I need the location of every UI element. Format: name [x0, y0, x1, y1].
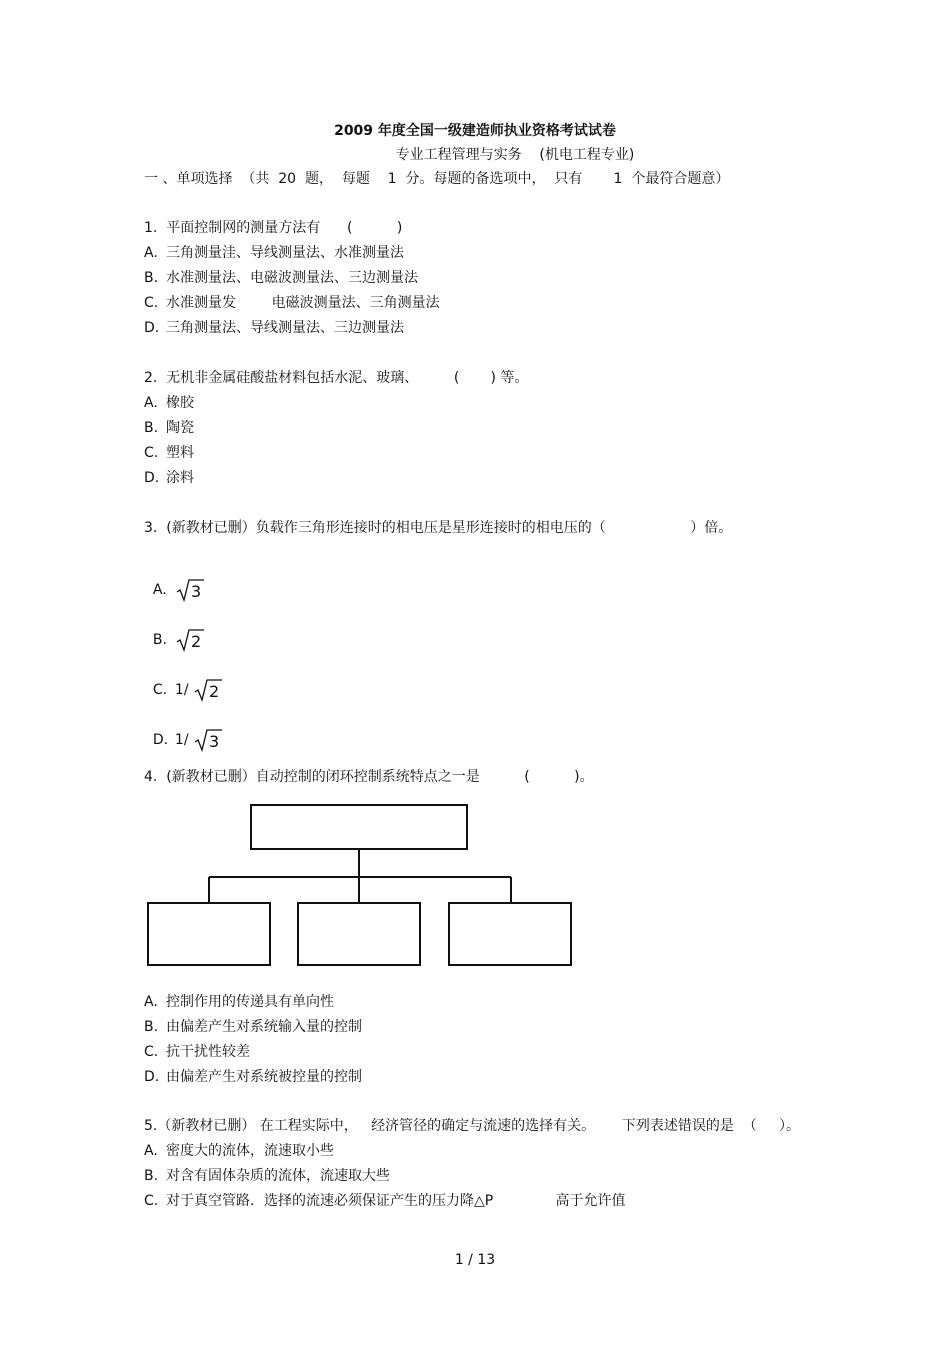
option-text: 陶瓷 [166, 420, 194, 436]
option [144, 267, 418, 289]
option-label: C. [152, 682, 168, 698]
option-label: C. [144, 1044, 159, 1060]
option-label: A. [144, 994, 158, 1010]
option-text: 对于真空管路．选择的流速必须保证产生的压力降△P 高于允许值 [166, 1193, 626, 1209]
option [144, 656, 223, 702]
option [144, 1016, 362, 1038]
option-label: B. [144, 1019, 159, 1035]
tree-diagram [145, 802, 577, 974]
option-text: 控制作用的传递具有单向性 [166, 994, 334, 1010]
sqrt-sign-icon [193, 728, 223, 752]
option-text: 涂料 [166, 470, 194, 486]
page-title: 2009 年度全国一级建造师执业资格考试试卷 [334, 123, 616, 139]
option [144, 556, 205, 602]
option-text: 三角测量法、导线测量法、三边测量法 [166, 320, 404, 336]
sqrt-expression [193, 678, 223, 702]
option [144, 1041, 250, 1063]
sqrt-expression [175, 628, 205, 652]
question-stem: 3. (新教材已删）负载作三角形连接时的相电压是星形连接时的相电压的（ ）倍。 [144, 520, 733, 536]
question-stem: 5.（新教材已删） 在工程实际中， 经济管径的确定与流速的选择有关。 下列表述错误的是 （ ）。 [144, 1118, 801, 1134]
option-label: A. [144, 1143, 158, 1159]
option-prefix: 1/ [174, 732, 189, 748]
section-heading: 一 、单项选择 （共 20 题， 每题 1 分。每题的备选项中， 只有 1 个最符合题意） [144, 171, 730, 187]
option [144, 1140, 334, 1162]
option [144, 606, 205, 652]
option-label: A. [144, 395, 158, 411]
option-label: B. [144, 420, 159, 436]
option-text: 密度大的流体，流速取小些 [166, 1143, 334, 1159]
option-label: D. [144, 1069, 160, 1085]
option-text: 塑料 [166, 445, 194, 461]
option-label: B. [144, 270, 159, 286]
sqrt-expression [193, 728, 223, 752]
sqrt-sign-icon [175, 578, 205, 602]
question-stem: 2. 无机非金属硅酸盐材料包括水泥、玻璃、 ( ) 等。 [144, 370, 529, 386]
question-stem: 1. 平面控制网的测量方法有 ( ) [144, 220, 403, 236]
option-text: 由偏差产生对系统被控量的控制 [166, 1069, 362, 1085]
sqrt-radicand: 2 [208, 682, 220, 701]
option [144, 706, 223, 752]
option [144, 1190, 626, 1212]
option-label: D. [144, 320, 160, 336]
diagram-child-box [298, 903, 420, 965]
option-text: 水准测量法、电磁波测量法、三边测量法 [166, 270, 418, 286]
sqrt-expression [175, 578, 205, 602]
option [144, 242, 404, 264]
option [144, 1165, 390, 1187]
diagram-child-box [148, 903, 270, 965]
option [144, 417, 194, 439]
option [144, 991, 334, 1013]
option-prefix: 1/ [174, 682, 189, 698]
option-text: 三角测量洼、导线测量法、水准测量法 [166, 245, 404, 261]
option [144, 392, 194, 414]
option [144, 442, 194, 464]
option [144, 1066, 362, 1088]
option-text: 水准测量发 电磁波测量法、三角测量法 [166, 295, 440, 311]
sqrt-radicand: 2 [190, 632, 202, 651]
page-subtitle: 专业工程管理与实务 (机电工程专业) [395, 147, 635, 163]
option-label: D. [144, 470, 160, 486]
option-label: C. [144, 445, 159, 461]
page-number: 1 / 13 [454, 1252, 496, 1268]
option-label: B. [152, 632, 167, 648]
option-label: D. [152, 732, 169, 748]
option [144, 467, 194, 489]
option-label: A. [144, 245, 158, 261]
sqrt-radicand: 3 [208, 732, 220, 751]
option-label: B. [144, 1168, 159, 1184]
sqrt-sign-icon [175, 628, 205, 652]
option-label: C. [144, 1193, 159, 1209]
diagram-child-box [449, 903, 571, 965]
option-label: A. [152, 582, 167, 598]
sqrt-radicand: 3 [190, 582, 202, 601]
option [144, 292, 440, 314]
tree-diagram-figure [145, 802, 577, 970]
option-text: 对含有固体杂质的流体，流速取大些 [166, 1168, 390, 1184]
question-stem: 4. (新教材已删）自动控制的闭环控制系统特点之一是 ( )。 [144, 769, 594, 785]
option-label: C. [144, 295, 159, 311]
option-text: 由偏差产生对系统输入量的控制 [166, 1019, 362, 1035]
option-text: 抗干扰性较差 [166, 1044, 250, 1060]
sqrt-sign-icon [193, 678, 223, 702]
diagram-root-box [251, 805, 467, 849]
option-text: 橡胶 [166, 395, 194, 411]
option [144, 317, 404, 339]
